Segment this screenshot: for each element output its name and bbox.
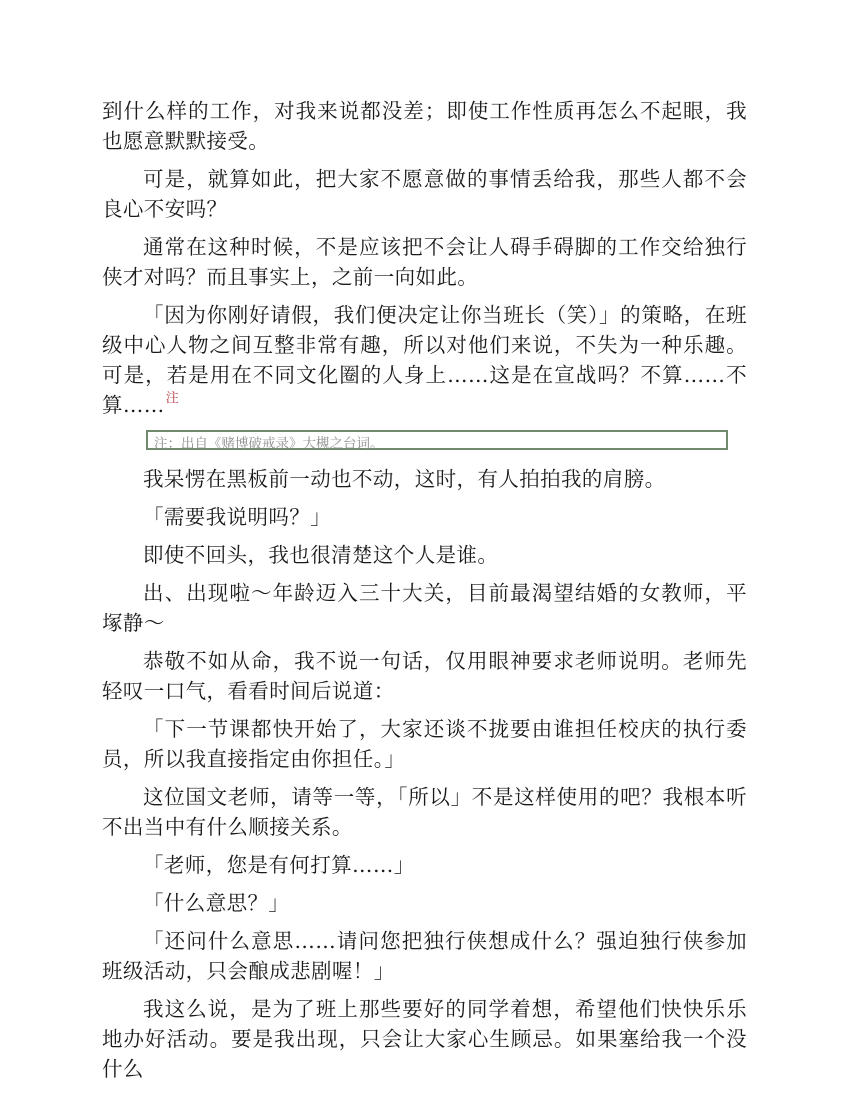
paragraph: 即使不回头，我也很清楚这个人是谁。 bbox=[143, 543, 499, 567]
paragraph: 「下一节课都快开始了，大家还谈不拢要由谁担任校庆的执行委员，所以我直接指定由你担任。」 bbox=[102, 717, 747, 771]
footnote-box: 注：出自《赌博破戒录》大槻之台词。 bbox=[146, 430, 728, 450]
paragraph-with-footnote bbox=[102, 300, 747, 420]
paragraph-continued: 到什么样的工作，对我来说都没差；即使工作性质再怎么不起眼，我也愿意默默接受。 bbox=[102, 99, 747, 153]
paragraph-text: 「因为你刚好请假，我们便决定让你当班长（笑）」的策略，在班级中心人物之间互整非常有趣，所以对他们来说，不失为一种乐趣。可是，若是用在不同文化圈的人身上……这是在宣战吗？不算……不算…… bbox=[102, 303, 747, 417]
paragraph: 可是，就算如此，把大家不愿意做的事情丢给我，那些人都不会良心不安吗？ bbox=[102, 167, 747, 221]
paragraph: 这位国文老师，请等一等，「所以」不是这样使用的吧？我根本听不出当中有什么顺接关系。 bbox=[102, 785, 747, 839]
footnote-marker-link[interactable]: 注 bbox=[165, 391, 180, 406]
paragraph: 「还问什么意思……请问您把独行侠想成什么？强迫独行侠参加班级活动，只会酿成悲剧喔！」 bbox=[102, 929, 747, 983]
document-page bbox=[102, 96, 747, 1092]
paragraph: 我呆愣在黑板前一动也不动，这时，有人拍拍我的肩膀。 bbox=[143, 467, 666, 491]
paragraph: 出、出现啦～年龄迈入三十大关，目前最渴望结婚的女教师，平塚静～ bbox=[102, 581, 747, 635]
paragraph: 通常在这种时候，不是应该把不会让人碍手碍脚的工作交给独行侠才对吗？而且事实上，之前一向如此。 bbox=[102, 235, 747, 289]
paragraph: 我这么说，是为了班上那些要好的同学着想，希望他们快快乐乐地办好活动。要是我出现，只会让大家心生顾忌。如果塞给我一个没什么 bbox=[102, 997, 747, 1081]
paragraph: 恭敬不如从命，我不说一句话，仅用眼神要求老师说明。老师先轻叹一口气，看看时间后说道： bbox=[102, 649, 747, 703]
paragraph: 「老师，您是有何打算……」 bbox=[143, 853, 415, 877]
paragraph: 「什么意思？」 bbox=[143, 891, 290, 915]
paragraph: 「需要我说明吗？」 bbox=[143, 505, 332, 529]
